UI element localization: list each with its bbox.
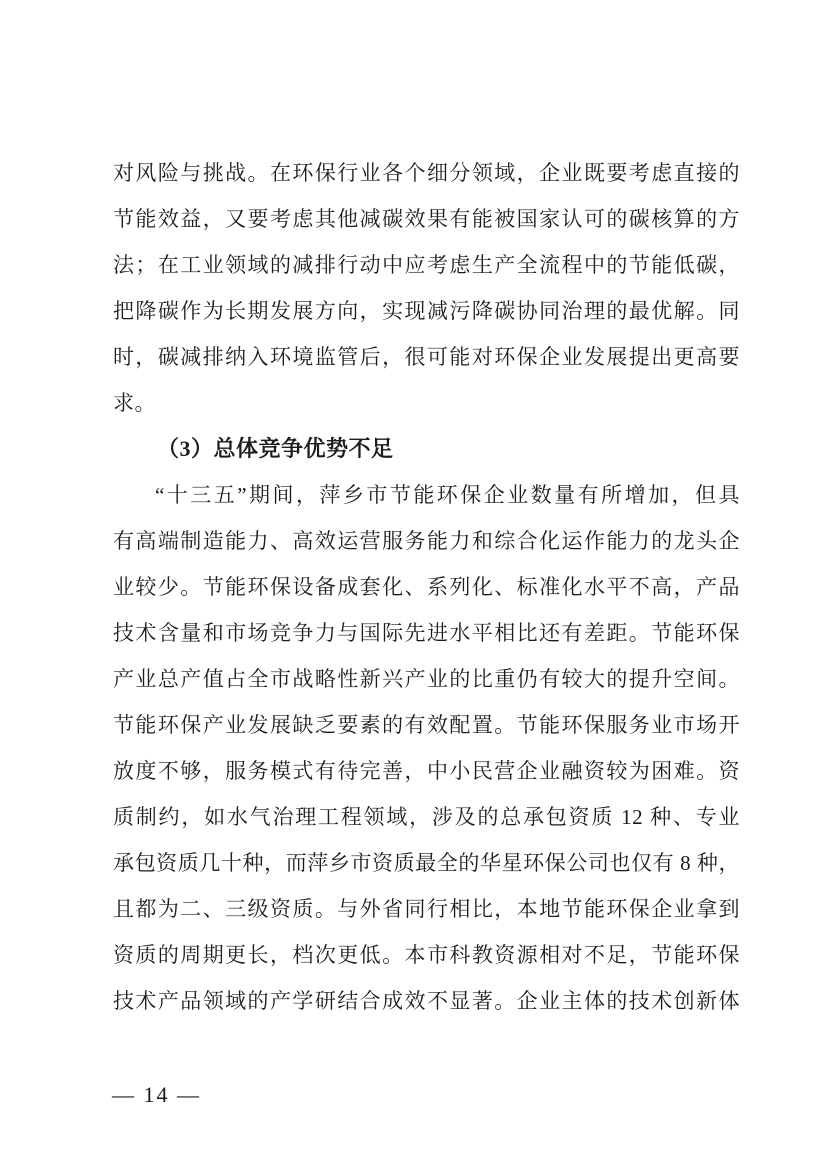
paragraph2-line: 产业总产值占全市战略性新兴产业的比重仍有较大的提升空间。 — [113, 667, 740, 691]
paragraph2-line: 节能环保产业发展缺乏要素的有效配置。节能环保服务业市场开 — [113, 713, 740, 737]
paragraph2-line: 技术产品领域的产学研结合成效不显著。企业主体的技术创新体 — [113, 989, 740, 1013]
paragraph1-line: 把降碳作为长期发展方向，实现减污降碳协同治理的最优解。同 — [113, 299, 740, 323]
paragraph2-line: 质制约，如水气治理工程领域，涉及的总承包资质 12 种、专业 — [113, 805, 740, 829]
paragraph2-line: 资质的周期更长，档次更低。本市科教资源相对不足，节能环保 — [113, 943, 740, 967]
paragraph1-line: 时，碳减排纳入环境监管后，很可能对环保企业发展提出更高要 — [113, 345, 740, 369]
paragraph2-line: “十三五”期间，萍乡市节能环保企业数量有所增加，但具 — [155, 483, 740, 507]
paragraph1-line: 节能效益，又要考虑其他减碳效果有能被国家认可的碳核算的方 — [113, 207, 740, 231]
paragraph2-line: 承包资质几十种，而萍乡市资质最全的华星环保公司也仅有 8 种， — [113, 851, 740, 875]
paragraph1-line: 法；在工业领域的减排行动中应考虑生产全流程中的节能低碳， — [113, 253, 740, 277]
paragraph2-line: 放度不够，服务模式有待完善，中小民营企业融资较为困难。资 — [113, 759, 740, 783]
section-heading: （3）总体竞争优势不足 — [157, 436, 394, 461]
paragraph2-line: 且都为二、三级资质。与外省同行相比，本地节能环保企业拿到 — [113, 897, 740, 921]
paragraph2-line: 技术含量和市场竞争力与国际先进水平相比还有差距。节能环保 — [113, 621, 740, 645]
body-text-block — [113, 150, 740, 1024]
paragraph1-line: 求。 — [113, 391, 156, 415]
page-number: — 14 — — [112, 1082, 201, 1107]
paragraph2-line: 有高端制造能力、高效运营服务能力和综合化运作能力的龙头企 — [113, 529, 740, 553]
paragraph1-line: 对风险与挑战。在环保行业各个细分领域，企业既要考虑直接的 — [113, 161, 740, 185]
paragraph2-line: 业较少。节能环保设备成套化、系列化、标准化水平不高，产品 — [113, 575, 740, 599]
